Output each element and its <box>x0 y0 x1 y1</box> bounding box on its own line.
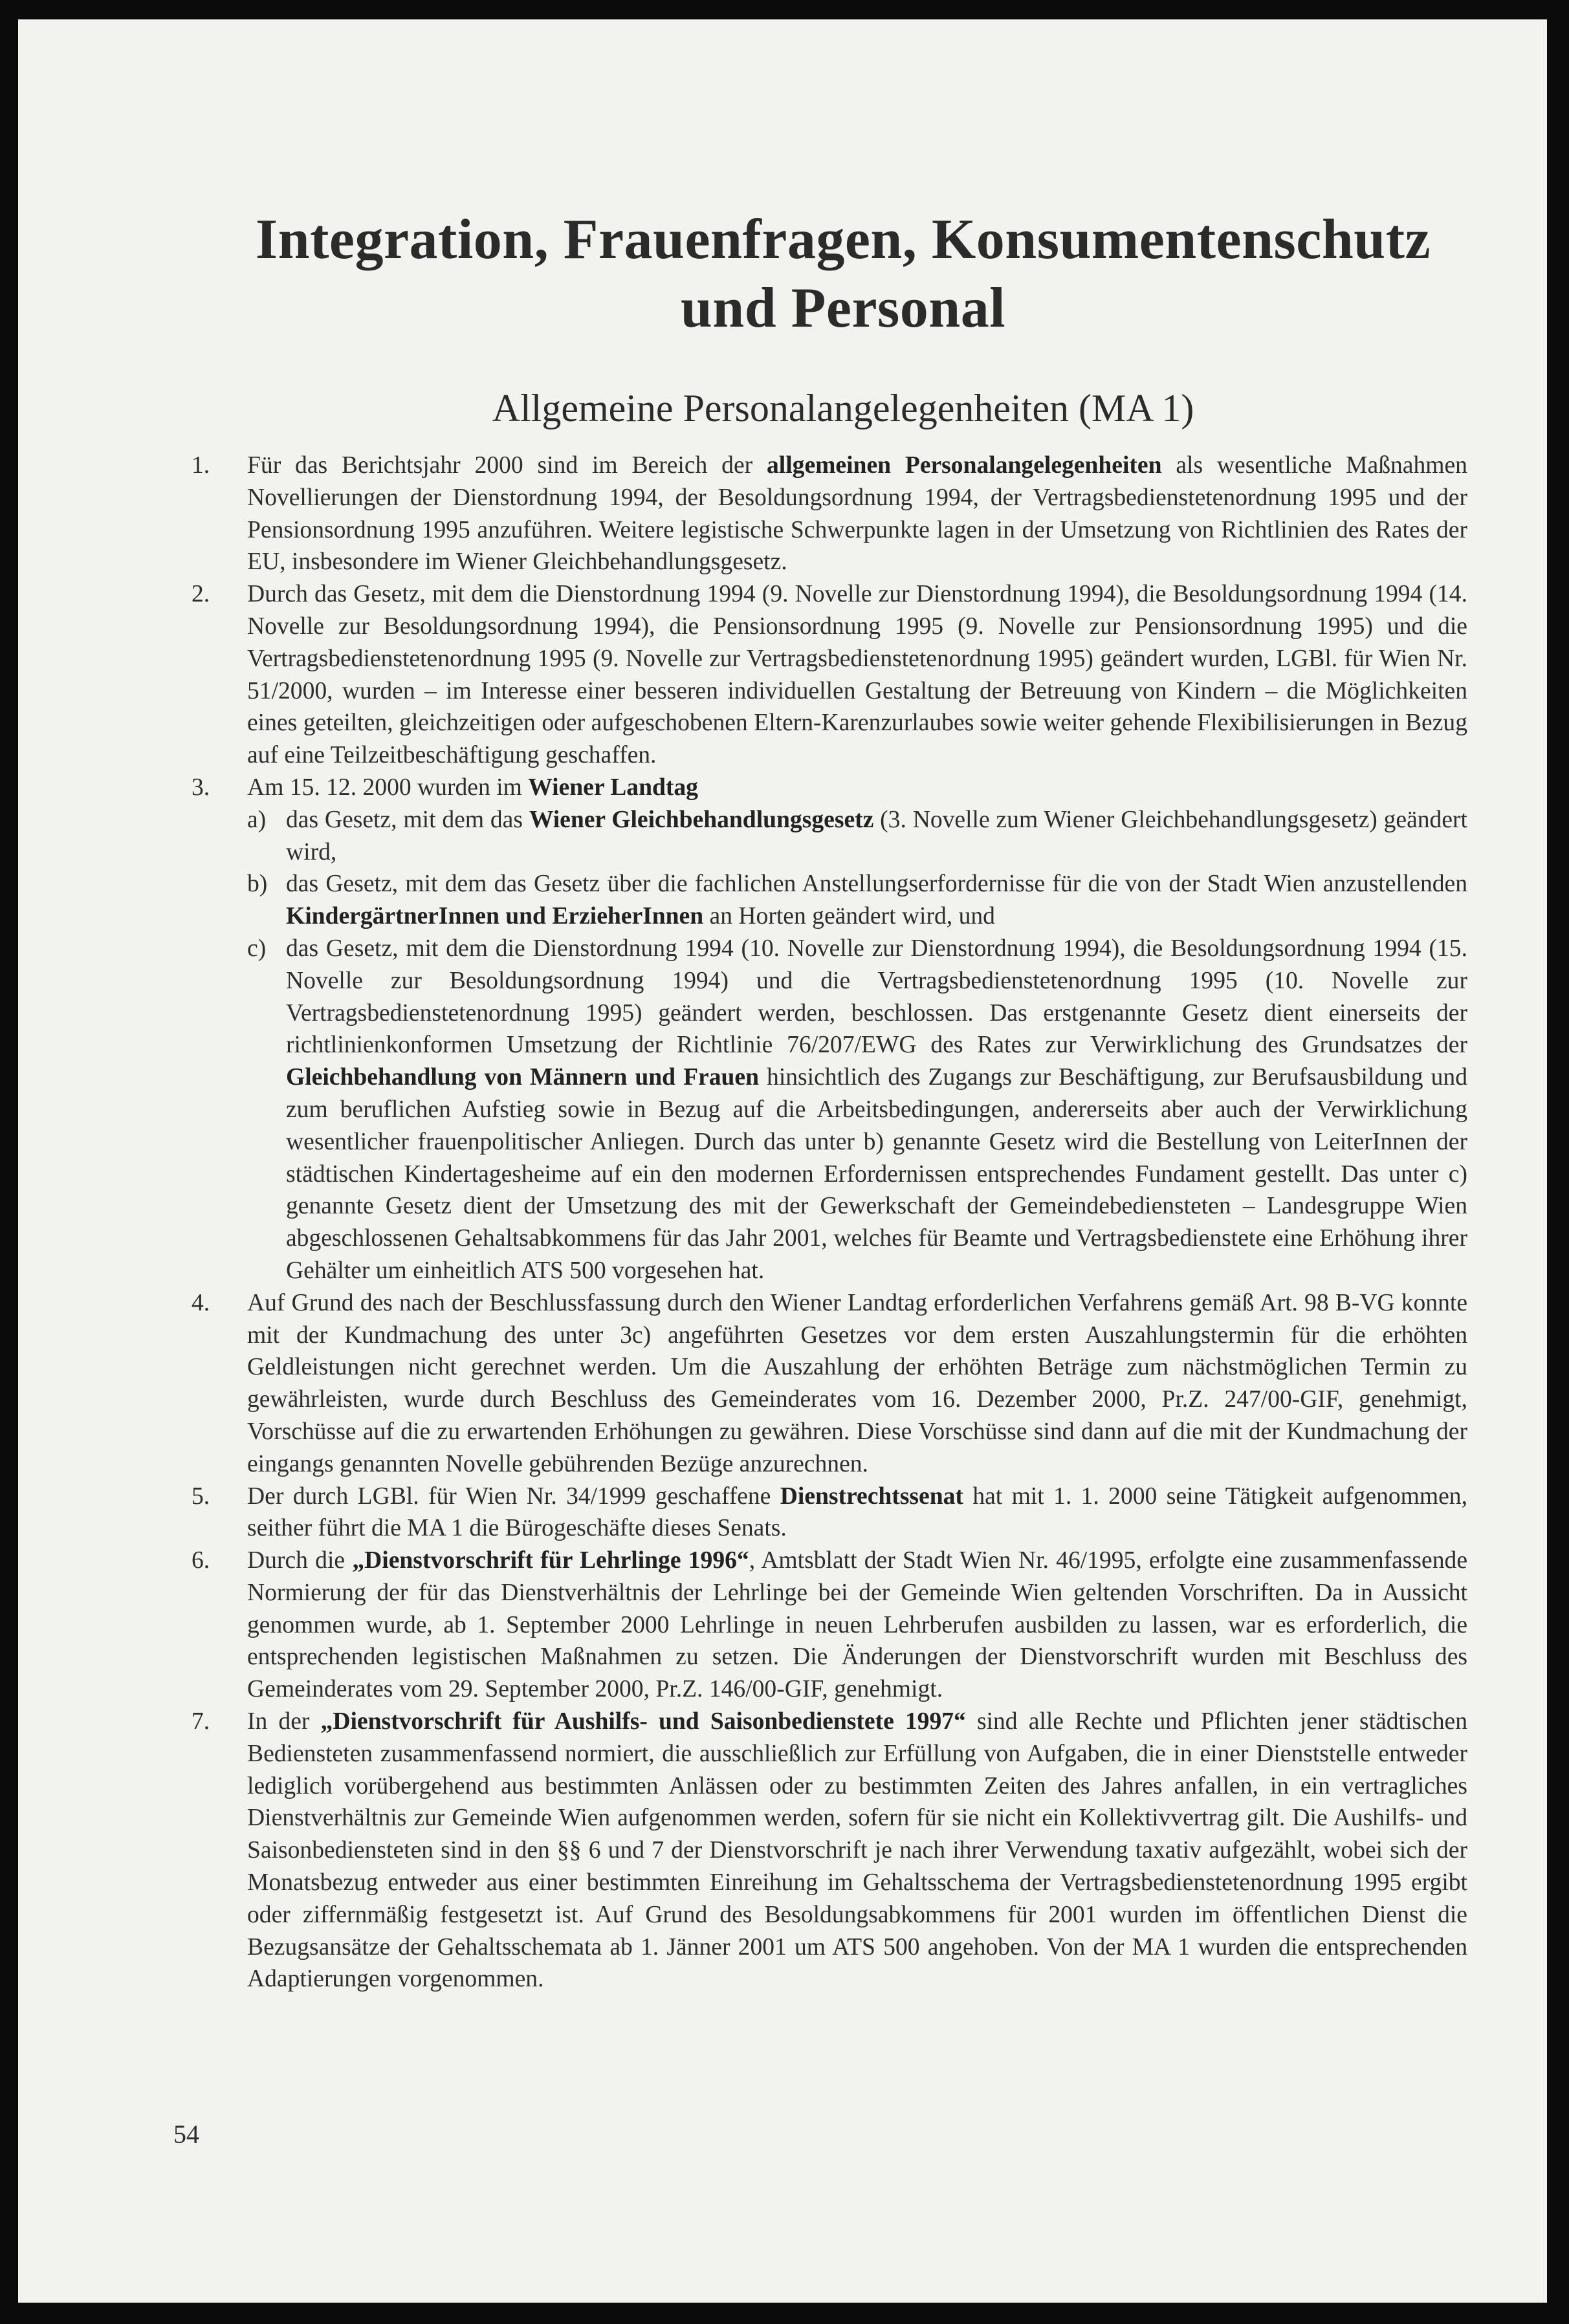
item-number: 7. <box>192 1708 210 1735</box>
item-text: Durch die „Dienstvorschrift für Lehrlinge 1996“, Amtsblatt der Stadt Wien Nr. 46/1995, erfolgte eine zusammenfassende Normierung der für das Dienstverhältnis der Lehrlinge bei der Gemeinde Wien geltenden Vorschriften. Da in Aussicht genommen wurde, ab 1. September 2000 Lehrlinge in neuen Lehrberufen ausbilden zu lassen, war es erforderlich, die entsprechenden legistischen Maßnahmen zu setzen. Die Änderungen der Dienstvorschrift wurden mit Beschluss des Gemeinderates vom 29. September 2000, Pr.Z. 146/00-GIF, genehmigt. <box>247 1547 1467 1703</box>
bold-term: Dienstrechtssenat <box>780 1482 963 1510</box>
item-number: 1. <box>192 452 210 479</box>
list-item-6 <box>192 1545 1467 1706</box>
bold-term: Gleichbehandlung von Männern und Frauen <box>286 1064 759 1091</box>
bold-term: Wiener Gleichbehandlungsgesetz <box>529 806 874 833</box>
item-text: Der durch LGBl. für Wien Nr. 34/1999 geschaffene Dienstrechtssenat hat mit 1. 1. 2000 seine Tätigkeit aufgenommen, seither führt die MA 1 die Bürogeschäfte dieses Senats. <box>247 1482 1467 1542</box>
list-item-2 <box>192 578 1467 772</box>
sub-item-b <box>247 868 1467 933</box>
title-line-1: Integration, Frauenfragen, Konsumentenschutz <box>255 208 1431 271</box>
list-item-3 <box>192 772 1467 1287</box>
list-item-7 <box>192 1706 1467 1995</box>
sub-item-text: das Gesetz, mit dem das Wiener Gleichbehandlungsgesetz (3. Novelle zum Wiener Gleichbehandlungsgesetz) geändert wird, <box>286 806 1467 865</box>
page-number: 54 <box>173 2120 199 2149</box>
document-page <box>18 19 1547 2303</box>
sub-item-c <box>247 933 1467 1287</box>
item-number: 3. <box>192 774 210 801</box>
item-number: 6. <box>192 1547 210 1574</box>
bold-term: „Dienstvorschrift für Aushilfs- und Saisonbedienstete 1997“ <box>320 1708 966 1735</box>
sub-item-label: a) <box>247 806 267 833</box>
sub-item-a <box>247 804 1467 869</box>
bold-term: allgemeinen Personalangelegenheiten <box>766 452 1162 479</box>
item-text: Für das Berichtsjahr 2000 sind im Bereich der allgemeinen Personalangelegenheiten als wesentliche Maßnahmen Novellierungen der Dienstordnung 1994, der Besoldungsordnung 1994, der Vertragsbedienstetenordnung 1995 und der Pensionsordnung 1995 anzuführen. Weitere legistische Schwerpunkte lagen in der Umsetzung von Richtlinien des Rates der EU, insbesondere im Wiener Gleichbehandlungsgesetz. <box>247 452 1467 576</box>
item-text: In der „Dienstvorschrift für Aushilfs- und Saisonbedienstete 1997“ sind alle Rechte und Pflichten jener städtischen Bediensteten zusammenfassend normiert, die ausschließlich zur Erfüllung von Aufgaben, die in einer Dienststelle entweder lediglich vorübergehend aus bestimmten Anlässen oder zu bestimmten Zeiten des Jahres anfallen, in ein vertragliches Dienstverhältnis zur Gemeinde Wien aufgenommen werden, sofern für sie nicht ein Kollektivvertrag gilt. Die Aushilfs- und Saisonbediensteten sind in den §§ 6 und 7 der Dienstvorschrift je nach ihrer Verwendung taxativ aufgezählt, wobei sich der Monatsbezug entweder aus einer bestimmten Einreihung im Gehaltsschema der Vertragsbedienstetenordnung 1995 ergibt oder ziffernmäßig festgesetzt ist. Auf Grund des Besoldungsabkommens für 2001 wurden im öffentlichen Dienst die Bezugsansätze der Gehaltsschemata ab 1. Jänner 2001 um ATS 500 angehoben. Von der MA 1 wurden die entsprechenden Adaptierungen vorgenommen. <box>247 1708 1467 1993</box>
item-number: 2. <box>192 581 210 608</box>
item-number: 5. <box>192 1482 210 1510</box>
page-title <box>193 206 1493 343</box>
list-item-5 <box>192 1481 1467 1545</box>
numbered-list <box>192 450 1467 1995</box>
title-line-2: und Personal <box>680 277 1006 340</box>
list-item-1 <box>192 450 1467 578</box>
bold-term: „Dienstvorschrift für Lehrlinge 1996“ <box>352 1547 749 1574</box>
item-text: Auf Grund des nach der Beschlussfassung durch den Wiener Landtag erforderlichen Verfahrens gemäß Art. 98 B-VG konnte mit der Kundmachung des unter 3c) angeführten Gesetzes vor dem ersten Auszahlungstermin für die erhöhten Geldleistungen nicht gerechnet werden. Um die Auszahlung der erhöhten Beträge zum nächstmöglichen Termin zu gewährleisten, wurde durch Beschluss des Gemeinderates vom 16. Dezember 2000, Pr.Z. 247/00-GIF, genehmigt, Vorschüsse auf die zu erwartenden Erhöhungen zu gewähren. Diese Vorschüsse sind dann auf die mit der Kundmachung der eingangs genannten Novelle gebührenden Bezüge anzurechnen. <box>247 1289 1467 1477</box>
section-heading: Allgemeine Personalangelegenheiten (MA 1) <box>492 387 1194 429</box>
bold-term: Wiener Landtag <box>528 774 698 801</box>
sub-item-text: das Gesetz, mit dem die Dienstordnung 1994 (10. Novelle zur Dienstordnung 1994), die Besoldungsordnung 1994 (15. Novelle zur Besoldungsordnung 1994) und die Vertragsbedienstetenordnung 1995 (10. Novelle zur Vertragsbedienstetenordnung 1995) geändert werden, beschlossen. Das erstgenannte Gesetz dient einerseits der richtlinienkonformen Umsetzung der Richtlinie 76/207/EWG des Rates zur Verwirklichung des Grundsatzes der Gleichbehandlung von Männern und Frauen hinsichtlich des Zugangs zur Beschäftigung, zur Berufsausbildung und zum beruflichen Aufstieg sowie in Bezug auf die Arbeitsbedingungen, andererseits aber auch der Verwirklichung wesentlicher frauenpolitischer Anliegen. Durch das unter b) genannte Gesetz wird die Bestellung von LeiterInnen der städtischen Kindertagesheime auf ein den modernen Erfordernissen entsprechendes Fundament gestellt. Das unter c) genannte Gesetz dient der Umsetzung des mit der Gewerkschaft der Gemeindebediensteten – Landesgruppe Wien abgeschlossenen Gehaltsabkommens für das Jahr 2001, welches für Beamte und Vertragsbedienstete eine Erhöhung ihrer Gehälter um einheitlich ATS 500 vorgesehen hat. <box>286 935 1467 1284</box>
item-number: 4. <box>192 1289 210 1316</box>
sub-item-label: c) <box>247 935 267 962</box>
sub-item-text: das Gesetz, mit dem das Gesetz über die fachlichen Anstellungserfordernisse für die von der Stadt Wien anzustellenden KindergärtnerInnen und ErzieherInnen an Horten geändert wird, und <box>286 871 1467 930</box>
list-item-4 <box>192 1287 1467 1481</box>
item-text: Durch das Gesetz, mit dem die Dienstordnung 1994 (9. Novelle zur Dienstordnung 1994), die Besoldungsordnung 1994 (14. Novelle zur Besoldungsordnung 1994), die Pensionsordnung 1995 (9. Novelle zur Pensionsordnung 1995) und die Vertragsbedienstetenordnung 1995 (9. Novelle zur Vertragsbedienstetenordnung 1995) geändert wurden, LGBl. für Wien Nr. 51/2000, wurden – im Interesse einer besseren individuellen Gestaltung der Betreuung von Kindern – die Möglichkeiten eines geteilten, gleichzeitigen oder aufgeschobenen Eltern-Karenzurlaubes sowie weiter gehende Flexibilisierungen in Bezug auf eine Teilzeitbeschäftigung geschaffen. <box>247 581 1467 769</box>
item-text: Am 15. 12. 2000 wurden im Wiener Landtag <box>247 774 698 801</box>
bold-term: KindergärtnerInnen und ErzieherInnen <box>286 903 704 930</box>
sub-item-label: b) <box>247 871 268 898</box>
